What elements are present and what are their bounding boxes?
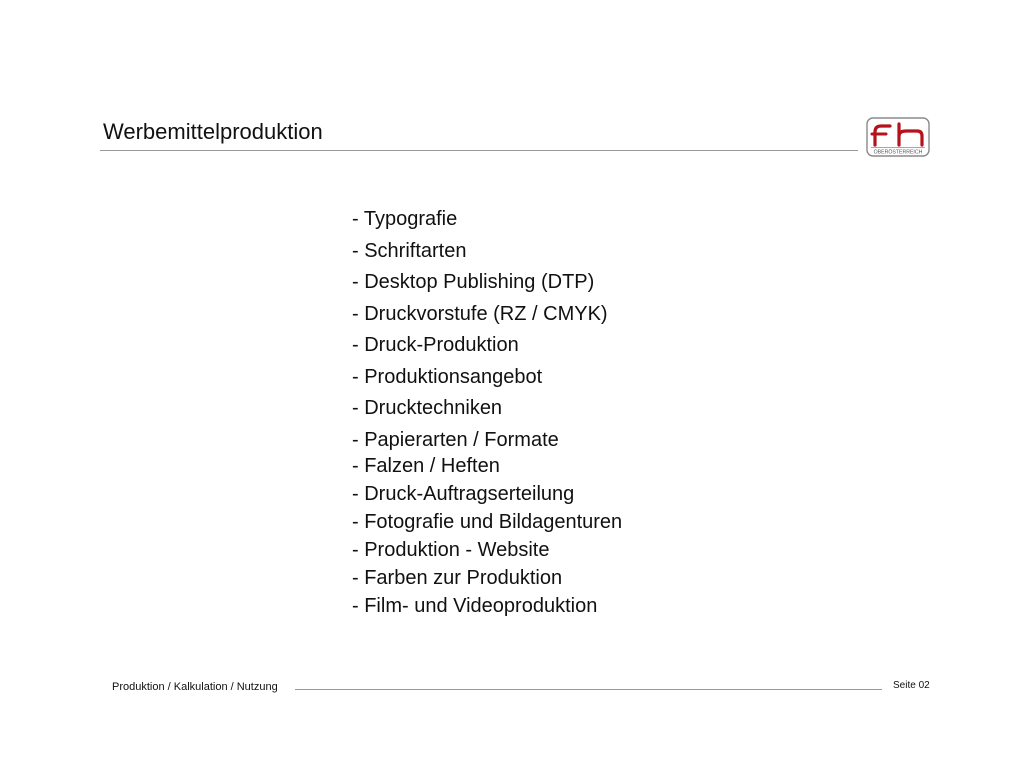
topic-item: - Drucktechniken [352, 397, 503, 419]
topic-item: - Film- und Videoproduktion [352, 594, 598, 617]
slide-title: Werbemittelproduktion [103, 119, 323, 144]
topic-item: - Druck-Produktion [352, 334, 519, 356]
fh-oberoesterreich-logo-icon [866, 117, 930, 157]
topic-item: - Farben zur Produktion [352, 566, 563, 589]
topic-item: - Falzen / Heften [352, 454, 500, 477]
topic-item: - Fotografie und Bildagenturen [352, 510, 623, 533]
topic-item: - Produktionsangebot [352, 365, 543, 388]
topic-item: - Druckvorstufe (RZ / CMYK) [352, 302, 608, 325]
page-number: Seite 02 [893, 680, 930, 691]
topic-list [352, 206, 622, 621]
topic-item: - Typografie [352, 208, 458, 230]
footer-title: Produktion / Kalkulation / Nutzung [112, 681, 278, 693]
topic-item: - Produktion - Website [352, 538, 550, 561]
topic-item: - Desktop Publishing (DTP) [352, 271, 595, 293]
topic-item: - Druck-Auftragserteilung [352, 482, 575, 505]
footer-divider [295, 689, 882, 690]
logo-subtitle: OBERÖSTERREICH [873, 149, 923, 156]
fh-logo [866, 117, 930, 157]
topic-item: - Papierarten / Formate [352, 428, 559, 451]
title-divider [100, 150, 858, 151]
topic-item: - Schriftarten [352, 239, 467, 262]
